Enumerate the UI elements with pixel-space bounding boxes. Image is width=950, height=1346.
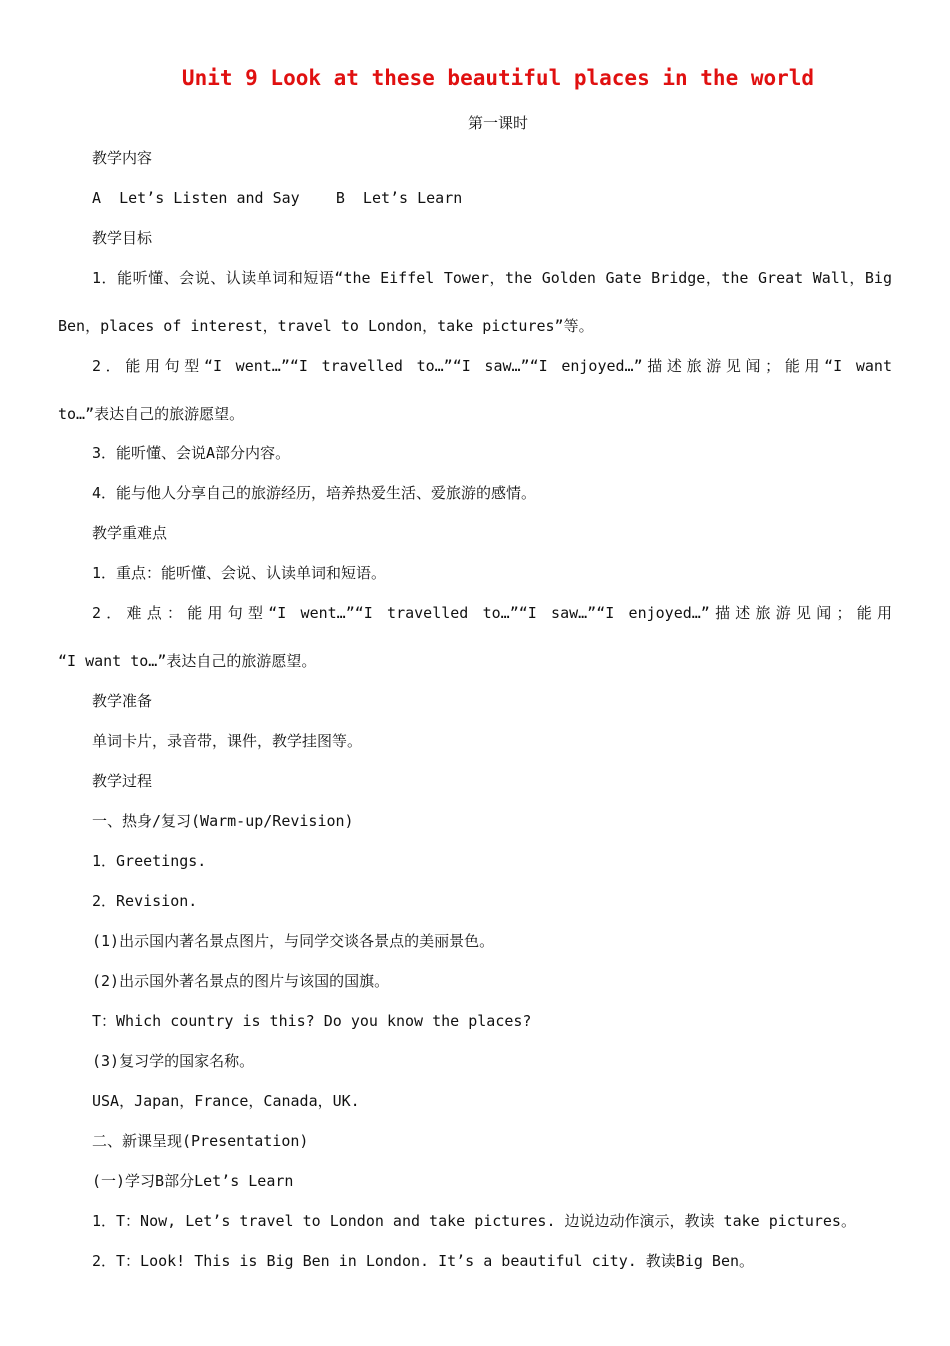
key-point: 1．重点：能听懂、会说、认读单词和短语。 bbox=[92, 564, 387, 582]
objective-4: 4．能与他人分享自己的旅游经历，培养热爱生活、爱旅游的感情。 bbox=[92, 484, 537, 502]
teacher-question: T：Which country is this? Do you know the places? bbox=[92, 1012, 532, 1030]
objective-1: 1．能听懂、会说、认读单词和短语“the Eiffel Tower，the Golden Gate Bridge，the Great Wall，Big bbox=[92, 269, 892, 287]
objective-2-cont: to…”表达自己的旅游愿望。 bbox=[58, 405, 245, 423]
preparation-line: 单词卡片，录音带，课件，教学挂图等。 bbox=[92, 732, 363, 750]
revision-item-3: (3)复习学的国家名称。 bbox=[92, 1052, 255, 1070]
objective-3: 3．能听懂、会说A部分内容。 bbox=[92, 444, 291, 462]
heading-preparation: 教学准备 bbox=[92, 692, 153, 710]
lesson-label: 第一课时 bbox=[467, 114, 528, 132]
step-revision: 2．Revision. bbox=[92, 892, 198, 910]
section-presentation: 二、新课呈现(Presentation) bbox=[92, 1132, 309, 1150]
subsection-b: (一)学习B部分Let’s Learn bbox=[92, 1172, 294, 1190]
heading-key-points: 教学重难点 bbox=[92, 524, 168, 542]
presentation-step-2: 2．T：Look! This is Big Ben in London. It’s a beautiful city. 教读Big Ben。 bbox=[92, 1252, 755, 1270]
difficult-point: 2．难点：能用句型“I went…”“I travelled to…”“I saw…”“I enjoyed…”描述旅游见闻；能用 bbox=[92, 604, 892, 622]
objective-2: 2．能用句型“I went…”“I travelled to…”“I saw…”“I enjoyed…”描述旅游见闻；能用“I want bbox=[92, 357, 892, 375]
section-warmup: 一、热身/复习(Warm-up/Revision) bbox=[92, 812, 354, 830]
difficult-point-cont: “I want to…”表达自己的旅游愿望。 bbox=[58, 652, 317, 670]
presentation-step-1: 1．T：Now, Let’s travel to London and take pictures. 边说边动作演示，教读 take pictures。 bbox=[92, 1212, 856, 1230]
heading-objectives: 教学目标 bbox=[92, 229, 153, 247]
objective-1-cont: Ben，places of interest，travel to London，take pictures”等。 bbox=[58, 317, 594, 335]
revision-item-1: (1)出示国内著名景点图片，与同学交谈各景点的美丽景色。 bbox=[92, 932, 495, 950]
step-greetings: 1．Greetings. bbox=[92, 852, 207, 870]
country-list: USA，Japan，France，Canada，UK. bbox=[92, 1092, 360, 1110]
revision-item-2: (2)出示国外著名景点的图片与该国的国旗。 bbox=[92, 972, 390, 990]
content-line: A Let’s Listen and Say B Let’s Learn bbox=[92, 189, 463, 207]
document-title: Unit 9 Look at these beautiful places in the world bbox=[181, 66, 815, 90]
heading-content: 教学内容 bbox=[92, 149, 153, 167]
heading-process: 教学过程 bbox=[92, 772, 153, 790]
